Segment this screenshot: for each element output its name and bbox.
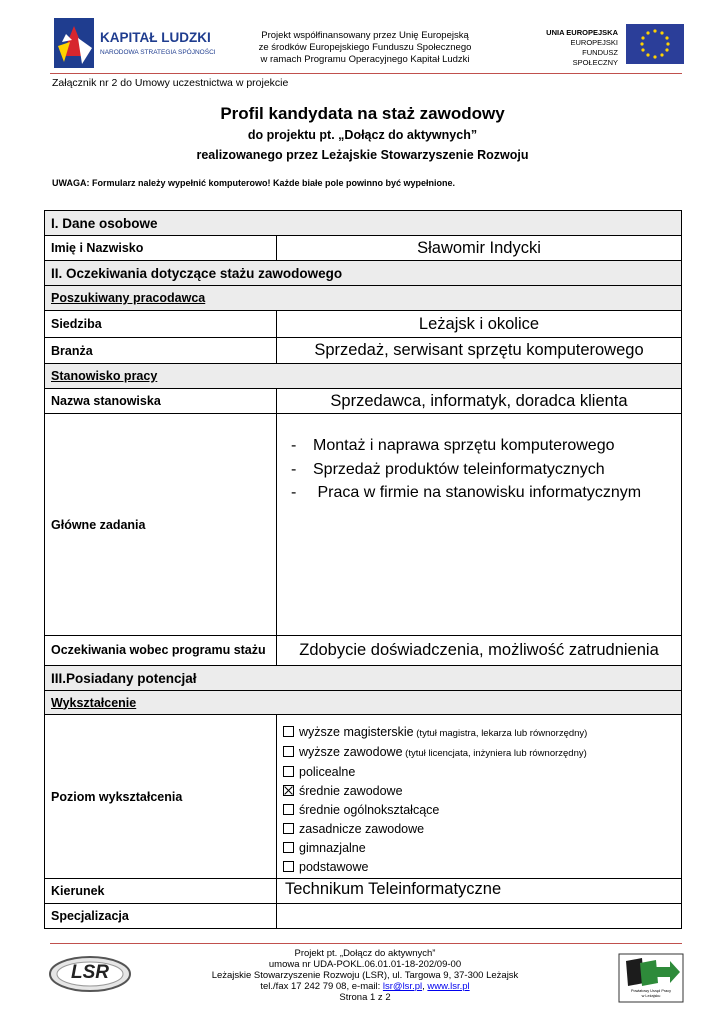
eu-logo	[540, 24, 685, 66]
section-internship-expectations	[45, 261, 681, 286]
subsection-employer	[45, 286, 681, 311]
footer-rule	[50, 943, 682, 944]
expectations-label: Oczekiwania wobec programu stażu	[45, 636, 277, 665]
edu-option[interactable]: wyższe magisterskie (tytuł magistra, lekarza lub równorzędny)	[283, 723, 587, 743]
attachment-note: Załącznik nr 2 do Umowy uczestnictwa w projekcie	[52, 77, 289, 89]
page-subtitle-1: do projektu pt. „Dołącz do aktywnych”	[247, 128, 478, 142]
position-name-field[interactable]: Sprzedawca, informatyk, doradca klienta	[330, 391, 628, 410]
row-direction	[45, 879, 681, 904]
lsr-logo-text: LSR	[71, 962, 109, 983]
subsection-education	[45, 691, 681, 715]
header-line2: ze środków Europejskiego Funduszu Społecznego	[258, 42, 472, 53]
kapital-ludzki-logo	[52, 16, 222, 70]
checkbox-icon[interactable]	[283, 746, 294, 757]
eu-logo-line2: EUROPEJSKI	[570, 38, 618, 47]
footer-line2: umowa nr UDA-POKL.06.01.01-18-202/09-00	[268, 959, 462, 970]
checkbox-icon[interactable]	[283, 726, 294, 737]
section-personal-data	[45, 211, 681, 236]
footer-contact: tel./fax 17 242 79 08, e-mail: lsr@lsr.pl, www.lsr.pl	[260, 981, 470, 992]
footer-line1: Projekt pt. „Dołącz do aktywnych”	[294, 948, 436, 959]
row-specialization	[45, 904, 681, 928]
checkbox-icon[interactable]	[283, 804, 294, 815]
email-link[interactable]: lsr@lsr.pl	[382, 981, 423, 992]
page-number: Strona 1 z 2	[339, 992, 391, 1003]
branch-field[interactable]: Sprzedaż, serwisant sprzętu komputerowego	[314, 341, 644, 359]
direction-label: Kierunek	[45, 879, 277, 903]
section-title: III.Posiadany potencjał	[51, 670, 197, 686]
task-item: - Praca w firmie na stanowisku informatycznym	[291, 484, 642, 501]
task-item: - Montaż i naprawa sprzętu komputerowego	[291, 437, 615, 454]
name-field[interactable]: Sławomir Indycki	[417, 238, 541, 257]
subsection-position	[45, 364, 681, 389]
checkbox-icon[interactable]	[283, 861, 294, 872]
checkbox-icon[interactable]	[283, 823, 294, 834]
eu-logo-line3: FUNDUSZ SPOŁECZNY	[572, 48, 618, 67]
pup-logo	[618, 953, 684, 1003]
row-education-level	[45, 715, 681, 879]
expectations-field[interactable]: Zdobycie doświadczenia, możliwość zatrudnienia	[299, 641, 659, 659]
candidate-form-table	[44, 210, 682, 929]
pup-logo-line1: Powiatowy Urząd Pracy	[630, 989, 672, 993]
branch-label: Branża	[45, 338, 277, 363]
row-name	[45, 236, 681, 261]
name-label: Imię i Nazwisko	[45, 236, 277, 260]
footer-line3: Leżajskie Stowarzyszenie Rozwoju (LSR), ul. Targowa 9, 37-300 Leżajsk	[211, 970, 519, 981]
education-options	[283, 723, 587, 877]
edu-option[interactable]: policealne	[283, 763, 587, 782]
lsr-logo	[48, 955, 132, 993]
education-level-label: Poziom wykształcenia	[45, 715, 277, 878]
task-item: - Sprzedaż produktów teleinformatycznych	[291, 460, 605, 478]
fill-warning: UWAGA: Formularz należy wypełnić komputerowo! Każde białe pole powinno być wypełnione.	[52, 178, 456, 188]
eu-logo-line1: UNIA EUROPEJSKA	[546, 28, 618, 37]
specialization-field[interactable]	[277, 904, 681, 928]
seat-field[interactable]: Leżajsk i okolice	[418, 314, 540, 333]
main-tasks-field[interactable]	[291, 434, 641, 505]
row-main-tasks	[45, 414, 681, 636]
page-title: Profil kandydata na staż zawodowy	[220, 104, 505, 123]
checkbox-icon[interactable]	[283, 842, 294, 853]
subsection-title: Wykształcenie	[51, 695, 137, 710]
section-title: II. Oczekiwania dotyczące stażu zawodowego	[51, 265, 343, 281]
edu-option[interactable]: gimnazjalne	[283, 839, 587, 858]
header-line3: w ramach Programu Operacyjnego Kapitał Ludzki	[260, 54, 470, 65]
specialization-label: Specjalizacja	[45, 904, 277, 928]
section-potential	[45, 666, 681, 691]
footer-info	[160, 948, 570, 1003]
section-title: I. Dane osobowe	[51, 215, 158, 231]
header-rule	[50, 73, 682, 74]
website-link[interactable]: www.lsr.pl	[427, 981, 470, 992]
direction-field[interactable]: Technikum Teleinformatyczne	[285, 879, 502, 898]
row-seat	[45, 311, 681, 338]
subsection-title: Poszukiwany pracodawca	[51, 291, 206, 305]
row-position-name	[45, 389, 681, 414]
main-tasks-label: Główne zadania	[45, 414, 277, 635]
kl-logo-subtitle: NARODOWA STRATEGIA SPÓJNOŚCI	[100, 49, 216, 56]
checkbox-checked-icon[interactable]	[283, 785, 294, 796]
pup-logo-line2: w Leżajsku	[641, 994, 661, 998]
subsection-title: Stanowisko pracy	[51, 369, 158, 383]
eu-flag-icon	[626, 24, 684, 64]
kl-logo-title: KAPITAŁ LUDZKI	[100, 30, 211, 45]
seat-label: Siedziba	[45, 311, 277, 337]
page-subtitle-2: realizowanego przez Leżajskie Stowarzyszenie Rozwoju	[196, 148, 529, 162]
edu-option[interactable]: zasadnicze zawodowe	[283, 820, 587, 839]
checkbox-icon[interactable]	[283, 766, 294, 777]
row-branch	[45, 338, 681, 364]
position-name-label: Nazwa stanowiska	[45, 389, 277, 413]
header-cofinancing-note	[210, 30, 520, 66]
edu-option[interactable]: średnie ogólnokształcące	[283, 801, 587, 820]
edu-option[interactable]: wyższe zawodowe (tytuł licencjata, inżyniera lub równorzędny)	[283, 743, 587, 763]
header-line1: Projekt współfinansowany przez Unię Europejską	[261, 30, 469, 41]
edu-option[interactable]: podstawowe	[283, 858, 587, 877]
edu-option[interactable]: średnie zawodowe	[283, 782, 587, 801]
row-expectations	[45, 636, 681, 666]
